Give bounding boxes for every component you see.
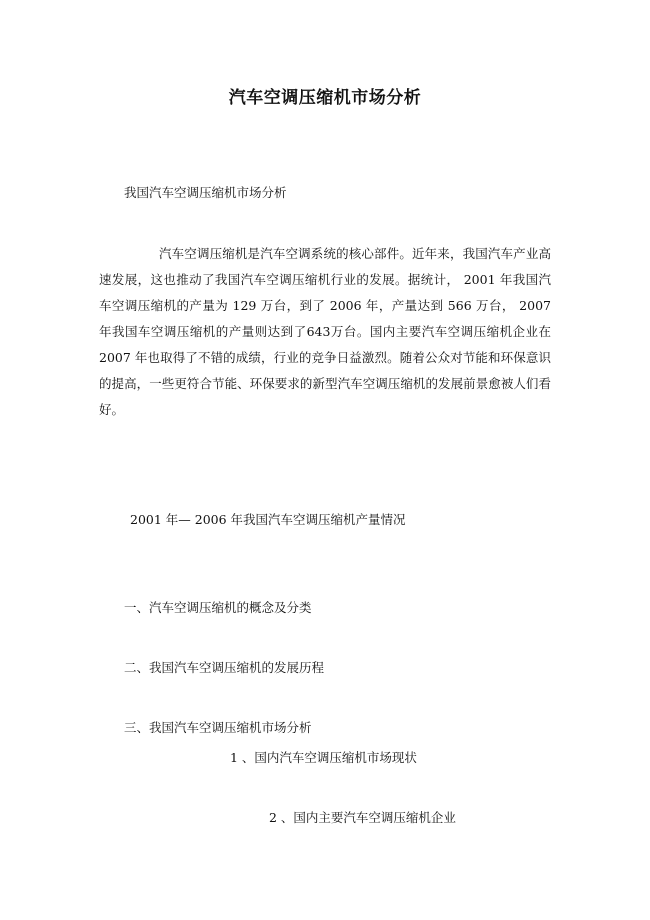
section-heading-1: 一、汽车空调压缩机的概念及分类 bbox=[124, 600, 312, 615]
body-paragraph: 汽车空调压缩机是汽车空调系统的核心部件。近年来，我国汽车产业高速发展，这也推动了我国汽车空调压缩机行业的发展。据统计， 2001 年我国汽车空调压缩机的产量为 129 万台，到了 2006 年，产量达到 566 万台， 2007 年我国车空调压缩机的产量则达到了643万台。国内主要汽车空调压缩机企业在 2007 年也取得了不错的成绩，行业的竞争日益激烈。随着公众对节能和环保意识的提高，一些更符合节能、环保要求的新型汽车空调压缩机的发展前景愈被人们看好。 bbox=[99, 246, 551, 417]
section-heading-2: 二、我国汽车空调压缩机的发展历程 bbox=[124, 660, 325, 675]
subsection-heading-1: 1 、国内汽车空调压缩机市场现状 bbox=[230, 750, 417, 765]
subsection-heading-2: 2 、国内主要汽车空调压缩机企业 bbox=[269, 810, 456, 825]
chart-caption: 2001 年— 2006 年我国汽车空调压缩机产量情况 bbox=[130, 512, 406, 527]
section-heading-3: 三、我国汽车空调压缩机市场分析 bbox=[124, 720, 312, 735]
document-subtitle: 我国汽车空调压缩机市场分析 bbox=[124, 185, 287, 200]
document-title: 汽车空调压缩机市场分析 bbox=[228, 88, 422, 108]
